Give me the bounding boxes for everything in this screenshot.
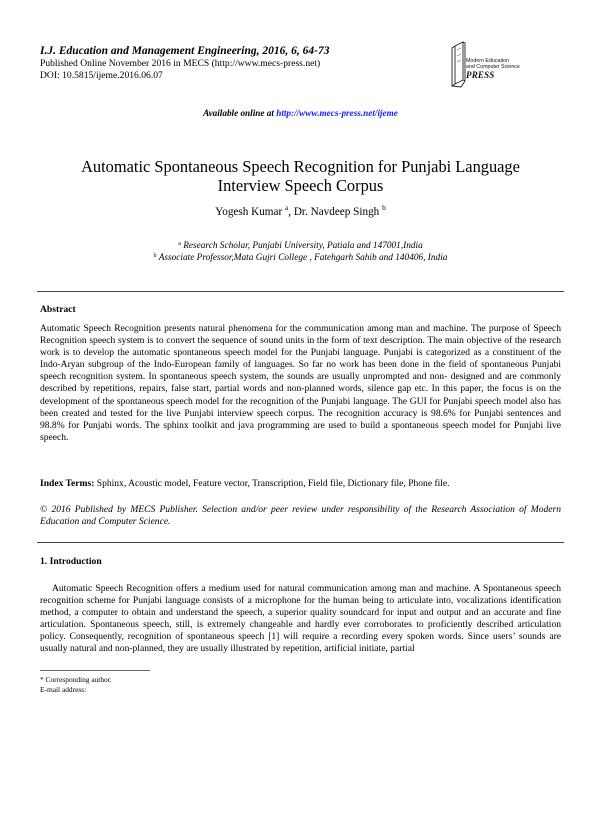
logo-line1: Modern Education — [466, 58, 509, 64]
doi: DOI: 10.5815/ijeme.2016.06.07 — [40, 70, 163, 82]
footnote — [40, 675, 112, 695]
author-1-sup: a — [285, 204, 289, 212]
email-address: E-mail address: — [40, 685, 87, 695]
index-terms — [40, 478, 561, 490]
journal-url-link[interactable]: http://www.mecs-press.net/ijeme — [276, 108, 398, 118]
author-2: Dr. Navdeep Singh — [293, 206, 380, 218]
title-line1: Automatic Spontaneous Speech Recognition for Punjabi Language — [81, 157, 520, 176]
affiliation-a-text: Research Scholar, Punjabi University, Patiala and 147001,India — [183, 241, 423, 251]
affiliation-a-sup: a — [178, 241, 181, 247]
publisher-logo-text — [466, 58, 520, 80]
journal-citation: I.J. Education and Management Engineering, 2016, 6, 64-73 — [40, 45, 330, 57]
abstract-heading: Abstract — [40, 304, 76, 315]
author-2-sup: b — [382, 204, 386, 212]
affiliation-b-text: Associate Professor,Mata Gujri College , Fatehgarh Sahib and 140406, India — [158, 253, 448, 264]
divider-top — [37, 291, 564, 292]
journal-header — [40, 44, 329, 82]
copyright-notice: © 2016 Published by MECS Publisher. Selection and/or peer review under responsibility of the Research Association of Modern Education and Computer Science. — [40, 504, 561, 528]
footnote-divider — [40, 670, 150, 671]
introduction-text: Automatic Speech Recognition offers a medium used for natural communication among man and machine. A Spontaneous speech recognition scheme for Punjabi language consists of a microphone for the human being to articulate into, vocalizations identification method, a computer to obtain and understand the speech, a superior quality soundcard for input and output and an accurate and fine articulation. Spontaneous speech, still, is extremely changeable and hardly ever corroborates to proficiently described articulation policy. Consequently, recognition of spontaneous speech [1] will require a recording every spoken words. Since users’ sounds are usually natural and non-planned, they are usually illustrated by repetition, artificial initiate, partial — [40, 583, 561, 655]
index-terms-list: Sphinx, Acoustic model, Feature vector, Transcription, Field file, Dictionary file, Phone file. — [94, 478, 450, 489]
affiliation-b-sup: b — [153, 253, 157, 260]
author-list — [0, 206, 601, 218]
index-terms-label: Index Terms: — [40, 478, 95, 489]
divider-bottom — [37, 542, 564, 543]
logo-press: PRESS — [466, 70, 495, 80]
title-line2: Interview Speech Corpus — [217, 176, 384, 196]
abstract-text: Automatic Speech Recognition presents natural phenomena for the communication among man and machine. The purpose of Speech Recognition speech system is to convert the sequence of sound units in the form of text description. The main objective of the research work is to develop the automatic spontaneous speech model for the Punjabi language. Punjabi is categorized as a constituent of the Indo-Aryan subgroup of the Indo-European family of languages. So far no work has been done in the field of spontaneous Punjabi speech recognition system. In spontaneous speech system, the sounds are usually unprompted and non- designed and are commonly described by repetitions, repairs, false start, partial words and non-planned words, silence gap etc. In this paper, the focus is on the development of the spontaneous speech model for the recognition of the Punjabi language. The GUI for Punjabi speech model also has been created and tested for the live Punjabi interview speech corpus. The recognition accuracy is 98.6% for Punjabi sentences and 98.8% for Punjabi words. The sphinx toolkit and java programming are used to build a spontaneous speech model for Punjabi live speech. — [40, 323, 561, 443]
introduction-heading: 1. Introduction — [40, 556, 102, 567]
available-prefix: Available online at — [203, 108, 277, 118]
author-1: Yogesh Kumar — [215, 206, 283, 218]
paper-title — [40, 157, 561, 195]
available-online — [0, 108, 601, 118]
affiliations — [0, 240, 601, 265]
publication-info: Published Online November 2016 in MECS (http://www.mecs-press.net) — [40, 58, 321, 69]
affiliation-b — [0, 252, 601, 264]
corresponding-author: * Corresponding author. — [40, 675, 112, 684]
logo-line2: and Computer Science — [466, 64, 520, 70]
affiliation-a — [0, 240, 601, 252]
author-separator: , — [288, 206, 294, 218]
